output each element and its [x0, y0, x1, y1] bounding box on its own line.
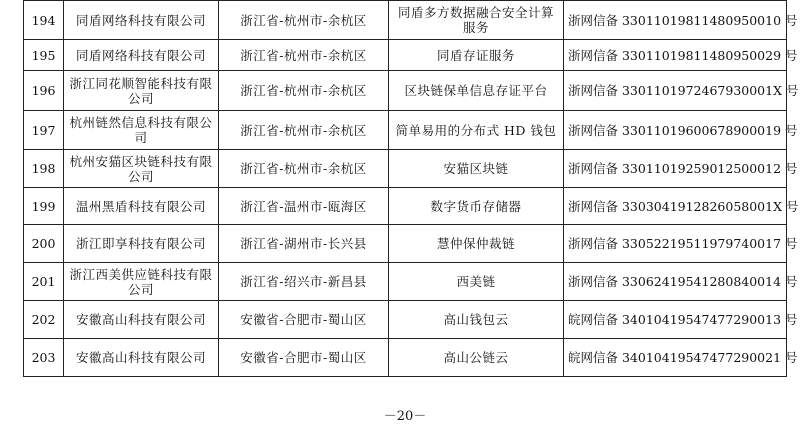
location: 浙江省-杭州市-余杭区 [219, 40, 389, 71]
page-number: －20－ [383, 409, 427, 424]
row-number: 200 [24, 225, 64, 263]
row-number: 199 [24, 188, 64, 225]
table-row [24, 225, 787, 263]
company-name: 安徽高山科技有限公司 [64, 339, 219, 377]
service-name: 高山公链云 [389, 339, 564, 377]
service-name: 安猫区块链 [389, 150, 564, 188]
record-number: 浙网信备 33052219511979740017 号 [564, 225, 787, 263]
company-name: 杭州链然信息科技有限公司 [64, 111, 219, 150]
service-name: 同盾多方数据融合安全计算服务 [389, 1, 564, 40]
company-name: 浙江同花顺智能科技有限公司 [64, 71, 219, 111]
location: 安徽省-合肥市-蜀山区 [219, 339, 389, 377]
row-number: 198 [24, 150, 64, 188]
table-row [24, 1, 787, 40]
location: 浙江省-绍兴市-新昌县 [219, 263, 389, 301]
service-name: 西美链 [389, 263, 564, 301]
company-name: 安徽高山科技有限公司 [64, 301, 219, 339]
row-number: 201 [24, 263, 64, 301]
record-number: 浙网信备 33011019811480950029 号 [564, 40, 787, 71]
table-row [24, 111, 787, 150]
registry-table [23, 0, 799, 377]
location: 浙江省-湖州市-长兴县 [219, 225, 389, 263]
table-row [24, 150, 787, 188]
row-number: 196 [24, 71, 64, 111]
company-name: 浙江西美供应链科技有限公司 [64, 263, 219, 301]
table-row [24, 339, 787, 377]
service-name: 简单易用的分布式 HD 钱包 [389, 111, 564, 150]
location: 安徽省-合肥市-蜀山区 [219, 301, 389, 339]
row-number: 197 [24, 111, 64, 150]
company-name: 杭州安猫区块链科技有限公司 [64, 150, 219, 188]
service-name: 高山钱包云 [389, 301, 564, 339]
location: 浙江省-杭州市-余杭区 [219, 71, 389, 111]
row-number: 202 [24, 301, 64, 339]
table-row [24, 263, 787, 301]
table-body [24, 1, 799, 377]
record-number: 浙网信备 33011019600678900019 号 [564, 111, 787, 150]
company-name: 同盾网络科技有限公司 [64, 1, 219, 40]
company-name: 同盾网络科技有限公司 [64, 40, 219, 71]
company-name: 浙江即享科技有限公司 [64, 225, 219, 263]
location: 浙江省-杭州市-余杭区 [219, 111, 389, 150]
record-number: 浙网信备 3303041912826058001X 号 [564, 188, 787, 225]
service-name: 数字货币存储器 [389, 188, 564, 225]
service-name: 同盾存证服务 [389, 40, 564, 71]
row-number: 194 [24, 1, 64, 40]
record-number: 浙网信备 33011019259012500012 号 [564, 150, 787, 188]
record-number: 浙网信备 3301101972467930001X 号 [564, 71, 787, 111]
service-name: 区块链保单信息存证平台 [389, 71, 564, 111]
table-row [24, 40, 787, 71]
table-row [24, 71, 787, 111]
table-row [24, 188, 787, 225]
location: 浙江省-温州市-瓯海区 [219, 188, 389, 225]
record-number: 浙网信备 33062419541280840014 号 [564, 263, 787, 301]
record-number: 皖网信备 34010419547477290021 号 [564, 339, 787, 377]
company-name: 温州黑盾科技有限公司 [64, 188, 219, 225]
location: 浙江省-杭州市-余杭区 [219, 1, 389, 40]
row-number: 195 [24, 40, 64, 71]
location: 浙江省-杭州市-余杭区 [219, 150, 389, 188]
service-name: 慧仲保仲裁链 [389, 225, 564, 263]
row-number: 203 [24, 339, 64, 377]
record-number: 浙网信备 33011019811480950010 号 [564, 1, 787, 40]
table-row [24, 301, 787, 339]
record-number: 皖网信备 34010419547477290013 号 [564, 301, 787, 339]
